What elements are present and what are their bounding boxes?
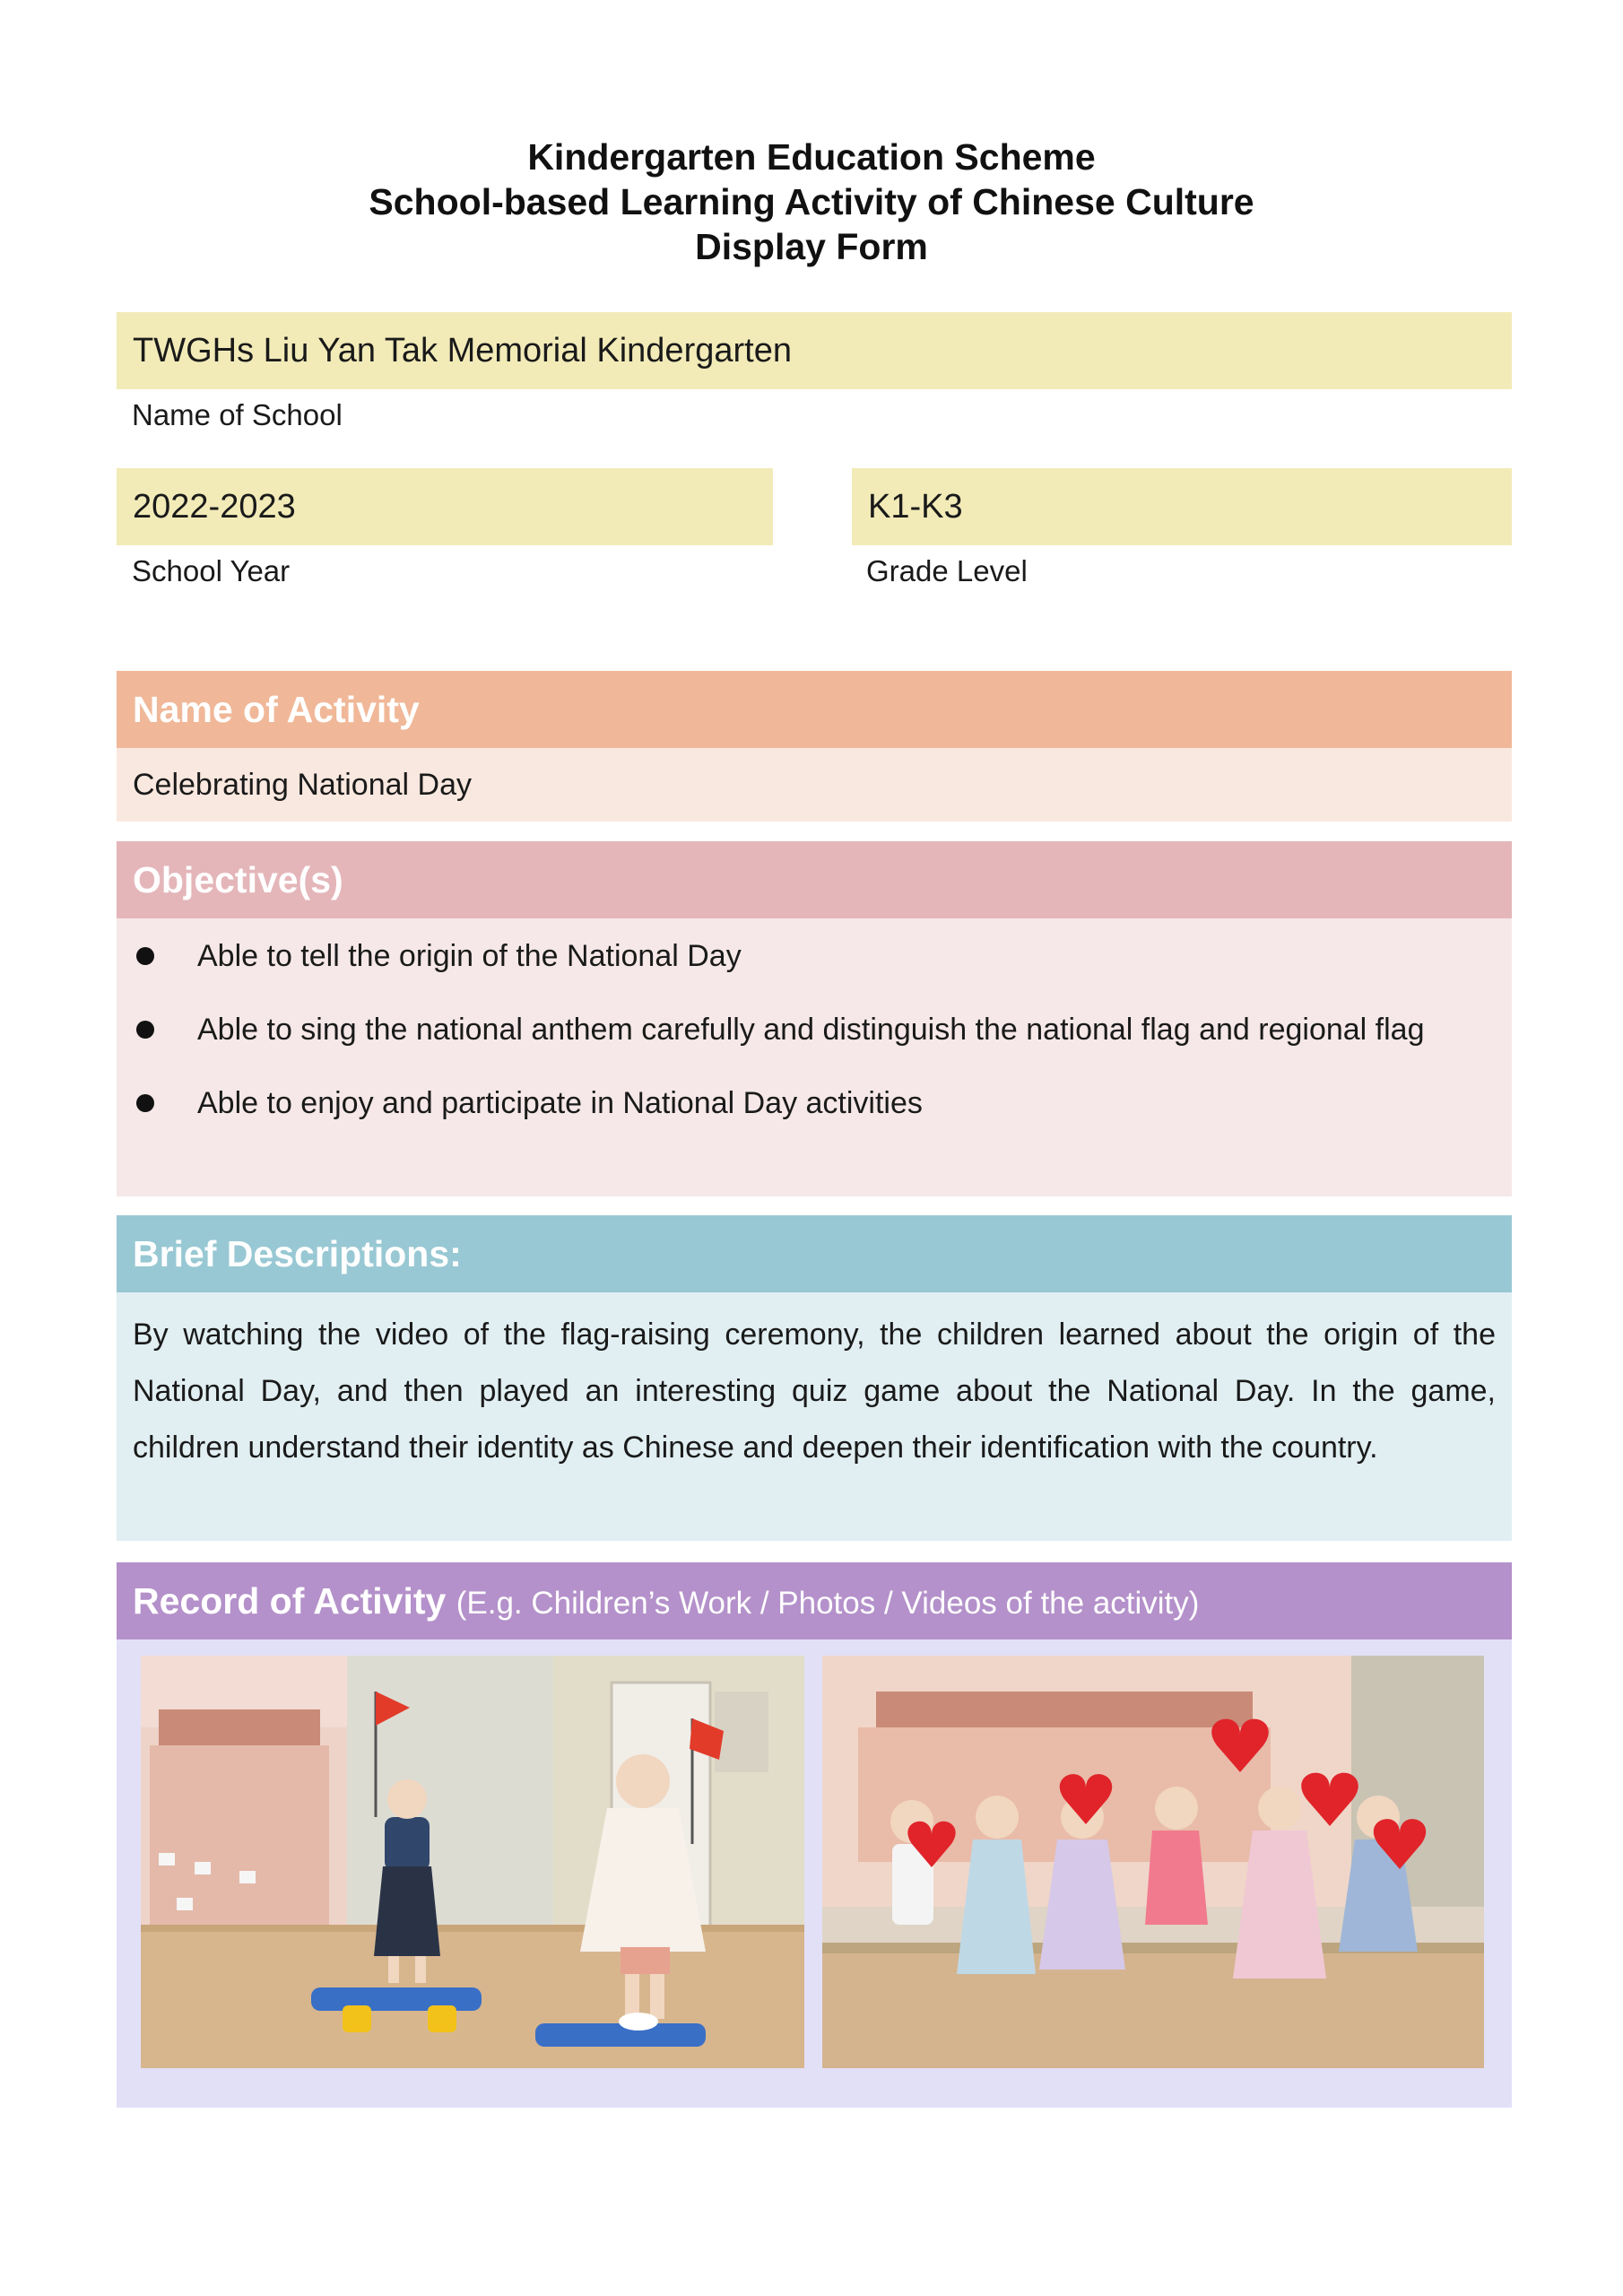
activity-heading: Name of Activity [117,671,1512,748]
objective-item [117,1001,1512,1058]
record-subtitle: (E.g. Children’s Work / Photos / Videos of the activity) [456,1586,1200,1621]
school-name-field [117,312,1512,389]
description-heading: Brief Descriptions: [117,1215,1512,1292]
photo-1-illustration [141,1656,804,2068]
header-line-2: School-based Learning Activity of Chinese Culture [369,181,1254,222]
objectives-body [117,918,1512,1196]
school-name-value: TWGHs Liu Yan Tak Memorial Kindergarten [133,332,792,370]
activity-name: Celebrating National Day [133,768,472,802]
school-year-label: School Year [132,554,291,587]
bullet-icon [136,947,154,965]
grade-level-label: Grade Level [866,554,1028,587]
header-line-3: Display Form [695,226,928,267]
objective-item [117,1074,1512,1132]
bullet-icon [136,1094,154,1112]
grade-level-value: K1-K3 [868,488,963,526]
activity-photo-1 [141,1656,804,2068]
record-title: Record of Activity [133,1580,447,1622]
school-year-value: 2022-2023 [133,488,296,526]
activity-body [117,748,1512,822]
school-name-label: Name of School [132,398,343,431]
school-year-field [117,468,773,545]
form-header [0,135,1623,269]
objective-item [117,927,1512,985]
objective-text: Able to tell the origin of the National Day [197,939,742,973]
bullet-icon [136,1021,154,1039]
activity-photo-2 [822,1656,1484,2068]
description-text: By watching the video of the flag-raising ceremony, the children learned about the origin of the National Day, and then played an interesting quiz game about the National Day. In the game, children understand their identity as Chinese and deepen their identification with the country. [133,1318,1496,1465]
header-line-1: Kindergarten Education Scheme [527,136,1096,178]
objective-text: Able to enjoy and participate in National Day activities [197,1086,923,1120]
photo-2-illustration [822,1656,1484,2068]
grade-level-field [852,468,1512,545]
description-body [117,1292,1512,1541]
objective-text: Able to sing the national anthem carefully and distinguish the national flag and regional flag [197,1013,1425,1047]
objectives-heading: Objective(s) [117,841,1512,918]
record-heading [117,1562,1512,1639]
